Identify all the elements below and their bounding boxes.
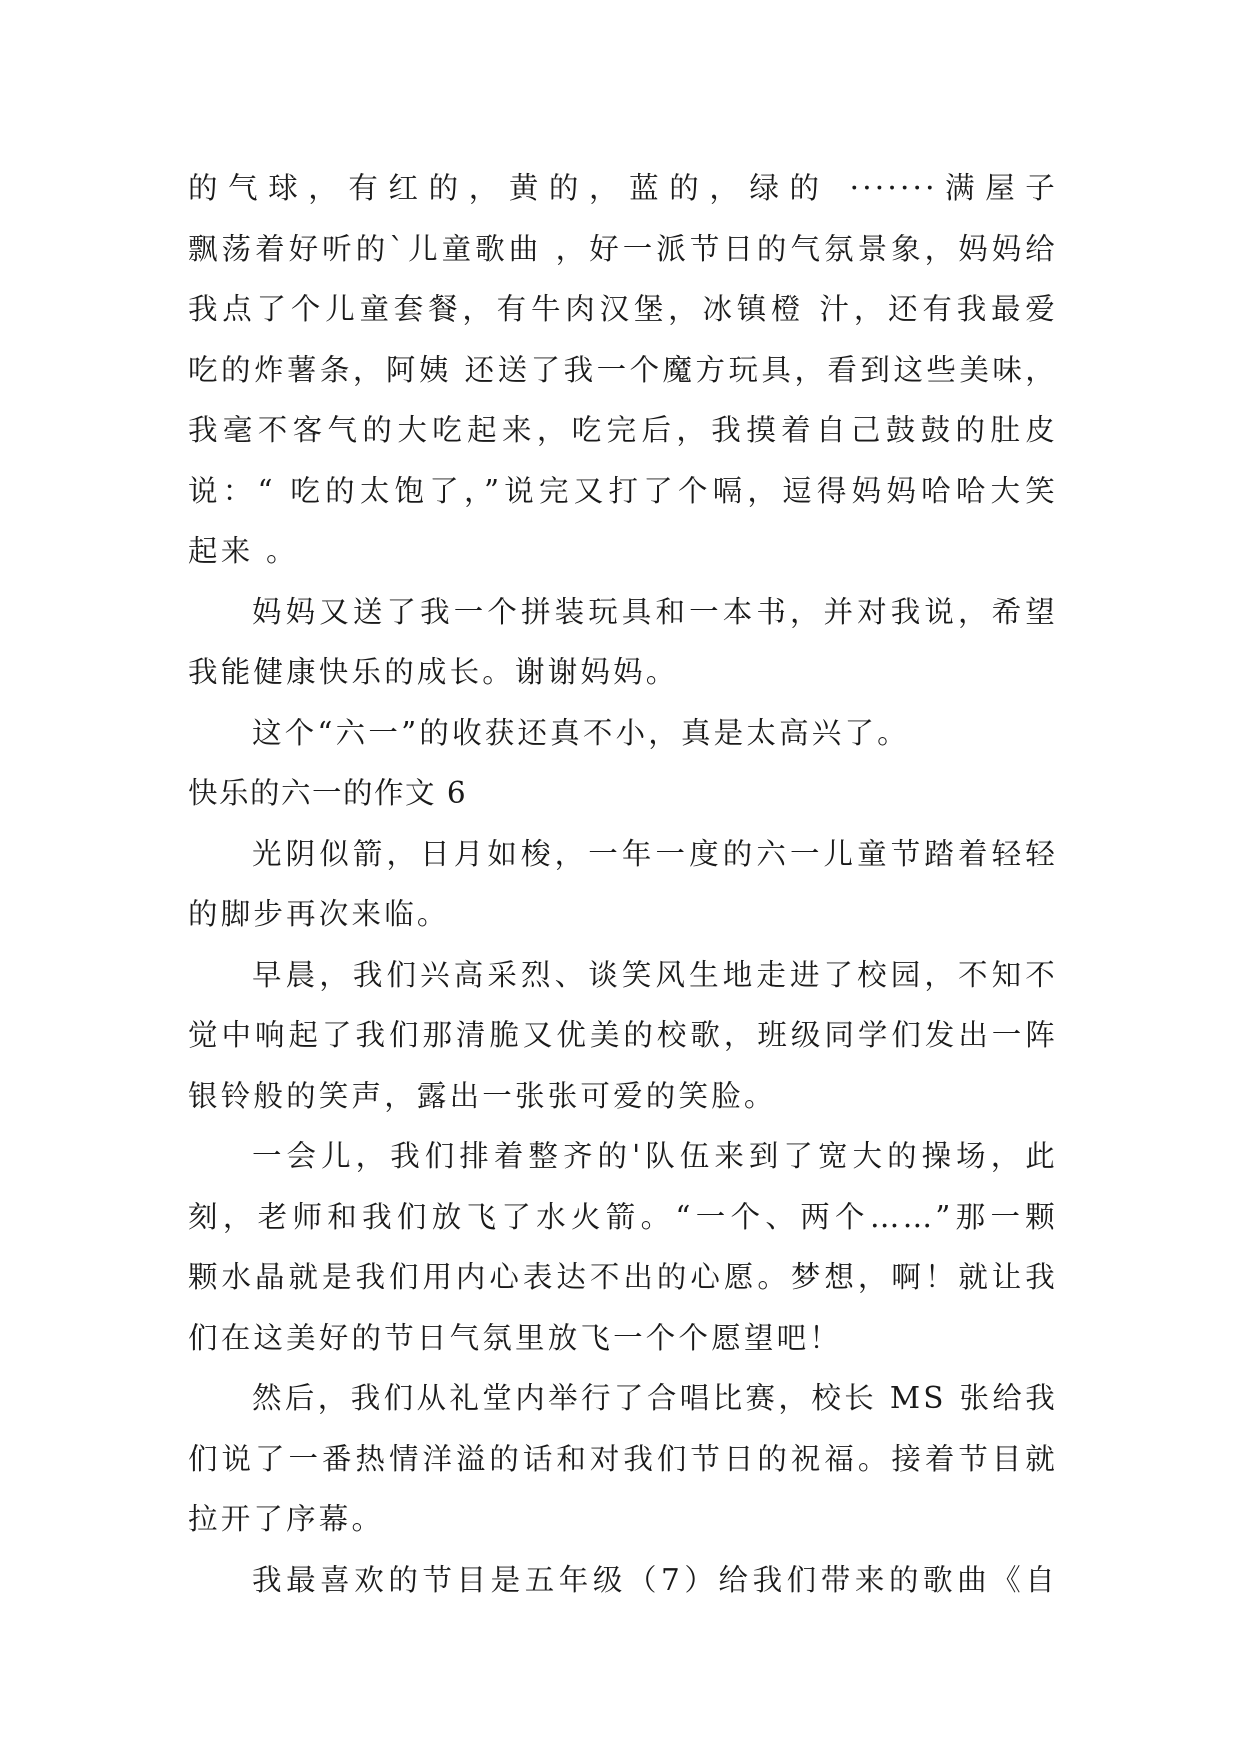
paragraph-line: 银铃般的笑声，露出一张张可爱的笑脸。 xyxy=(188,1078,777,1113)
paragraph-line: 我能健康快乐的成长。谢谢妈妈。 xyxy=(188,655,679,689)
section-heading: 快乐的六一的作文 6 xyxy=(188,776,468,810)
paragraph-line: 然后，我们从礼堂内举行了合唱比赛，校长 MS 张给我 xyxy=(252,1381,1058,1415)
paragraph-line: 的气球，有红的，黄的，蓝的，绿的 ·······满屋子 xyxy=(188,171,1058,205)
paragraph-line: 我最喜欢的节目是五年级（7）给我们带来的歌曲《自 xyxy=(252,1562,1058,1597)
paragraph-line: 说：“ 吃的太饱了，”说完又打了个嗝，逗得妈妈哈哈大笑 xyxy=(188,473,1058,508)
paragraph-line: 们在这美好的节日气氛里放飞一个个愿望吧！ xyxy=(188,1320,843,1355)
paragraph-line: 的脚步再次来临。 xyxy=(188,897,450,931)
paragraph-line: 吃的炸薯条，阿姨 还送了我一个魔方玩具，看到这些美味， xyxy=(188,352,1058,387)
paragraph-line: 早晨，我们兴高采烈、谈笑风生地走进了校园，不知不 xyxy=(252,957,1058,992)
paragraph-line: 一会儿，我们排着整齐的'队伍来到了宽大的操场，此 xyxy=(252,1139,1058,1173)
paragraph-line: 们说了一番热情洋溢的话和对我们节日的祝福。接着节目就 xyxy=(188,1441,1058,1476)
paragraph-line: 觉中响起了我们那清脆又优美的校歌，班级同学们发出一阵 xyxy=(188,1018,1058,1052)
paragraph-line: 我毫不客气的大吃起来，吃完后，我摸着自己鼓鼓的肚皮 xyxy=(188,413,1058,447)
paragraph-line: 起来 。 xyxy=(188,534,299,568)
paragraph-line: 妈妈又送了我一个拼装玩具和一本书，并对我说，希望 xyxy=(252,594,1058,629)
paragraph-line: 光阴似箭，日月如梭，一年一度的六一儿童节踏着轻轻 xyxy=(252,836,1058,871)
document-page xyxy=(188,158,1058,1610)
paragraph-line: 拉开了序幕。 xyxy=(188,1502,385,1536)
paragraph-line: 颗水晶就是我们用内心表达不出的心愿。梦想，啊！就让我 xyxy=(188,1260,1058,1294)
paragraph-line: 这个“六一”的收获还真不小，真是太高兴了。 xyxy=(252,715,910,750)
paragraph-line: 刻，老师和我们放飞了水火箭。“一个、两个……”那一颗 xyxy=(188,1199,1058,1234)
paragraph-line: 我点了个儿童套餐，有牛肉汉堡，冰镇橙 汁，还有我最爱 xyxy=(188,292,1058,326)
paragraph-line: 飘荡着好听的`儿童歌曲 ，好一派节日的气氛景象，妈妈给 xyxy=(188,231,1058,266)
